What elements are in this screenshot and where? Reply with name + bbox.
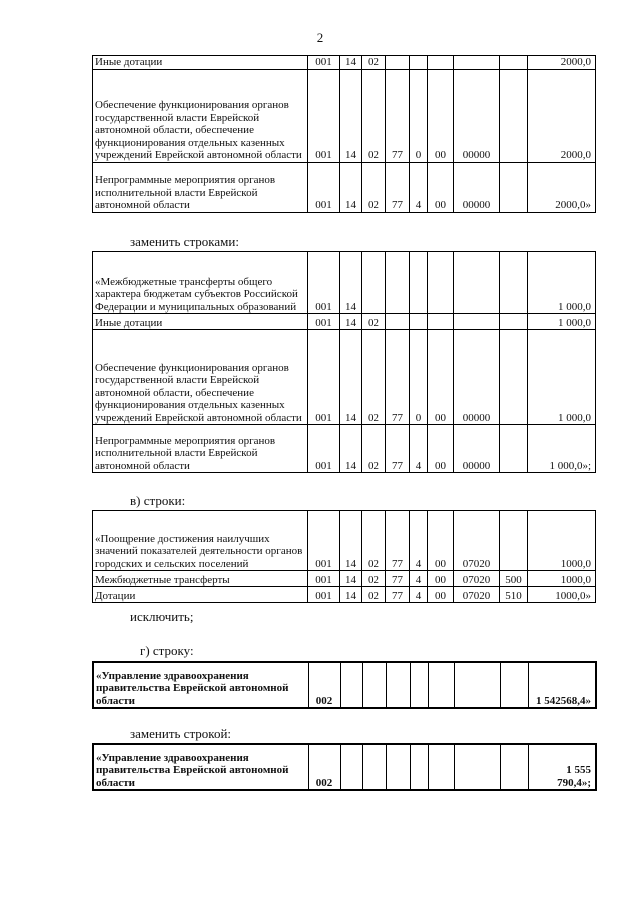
- code-cell: [410, 314, 428, 330]
- code-cell: 02: [362, 69, 386, 162]
- code-cell: 02: [362, 162, 386, 212]
- code-cell: [454, 744, 500, 790]
- code-cell: [428, 662, 454, 708]
- code-cell: [362, 744, 386, 790]
- code-cell: [386, 314, 410, 330]
- code-cell: 001: [308, 425, 340, 473]
- code-cell: 00: [428, 571, 454, 587]
- code-cell: 14: [340, 314, 362, 330]
- code-cell: 07020: [454, 587, 500, 603]
- row-name: Непрограммные мероприятия органов исполнительной власти Еврейской автономной области: [93, 425, 308, 473]
- table-row: [93, 162, 596, 212]
- code-cell: 77: [386, 571, 410, 587]
- code-cell: 02: [362, 425, 386, 473]
- code-cell: 02: [362, 587, 386, 603]
- code-cell: 510: [500, 587, 528, 603]
- code-cell: [386, 662, 410, 708]
- code-cell: [428, 252, 454, 314]
- code-cell: 00: [428, 511, 454, 571]
- amount-cell: 2000,0»: [528, 162, 596, 212]
- budget-table-excluded: [92, 510, 596, 603]
- code-cell: 001: [308, 314, 340, 330]
- code-cell: 001: [308, 511, 340, 571]
- code-cell: 001: [308, 587, 340, 603]
- code-cell: 00: [428, 425, 454, 473]
- code-cell: 14: [340, 56, 362, 70]
- code-cell: [500, 56, 528, 70]
- amount-cell: 1 000,0: [528, 314, 596, 330]
- code-cell: 00: [428, 162, 454, 212]
- row-name: «Управление здравоохранения правительства Еврейской автономной области: [93, 744, 308, 790]
- code-cell: 002: [308, 744, 340, 790]
- code-cell: 002: [308, 662, 340, 708]
- code-cell: 14: [340, 425, 362, 473]
- code-cell: [362, 252, 386, 314]
- row-name: Обеспечение функционирования органов государственной власти Еврейской автономной области, обеспечение функционирования отдельных казенных учреждений Еврейской автономной области: [93, 69, 308, 162]
- row-name: Межбюджетные трансферты: [93, 571, 308, 587]
- code-cell: 500: [500, 571, 528, 587]
- code-cell: [500, 744, 528, 790]
- table-row: [93, 252, 596, 314]
- table-row: [93, 744, 596, 790]
- code-cell: [386, 56, 410, 70]
- code-cell: 4: [410, 571, 428, 587]
- code-cell: [428, 314, 454, 330]
- table-row: [93, 314, 596, 330]
- code-cell: 77: [386, 330, 410, 425]
- amount-cell: 1 555 790,4»;: [528, 744, 596, 790]
- code-cell: 14: [340, 162, 362, 212]
- code-cell: 00000: [454, 162, 500, 212]
- amount-cell: 1 000,0»;: [528, 425, 596, 473]
- replace-row-label: заменить строкой:: [130, 726, 232, 741]
- code-cell: 001: [308, 330, 340, 425]
- table-row: [93, 571, 596, 587]
- code-cell: [410, 252, 428, 314]
- budget-table-original: [92, 55, 596, 213]
- code-cell: 00000: [454, 330, 500, 425]
- code-cell: 14: [340, 69, 362, 162]
- amount-cell: 2000,0: [528, 69, 596, 162]
- section-g-label: г) строку:: [140, 643, 194, 658]
- replace-rows-label: заменить строками:: [130, 234, 239, 249]
- code-cell: [454, 56, 500, 70]
- code-cell: 02: [362, 511, 386, 571]
- code-cell: 14: [340, 587, 362, 603]
- code-cell: 001: [308, 252, 340, 314]
- code-cell: 00: [428, 330, 454, 425]
- code-cell: [454, 252, 500, 314]
- code-cell: 00: [428, 587, 454, 603]
- table-row: [93, 511, 596, 571]
- code-cell: 4: [410, 511, 428, 571]
- code-cell: [340, 744, 362, 790]
- table-row: [93, 330, 596, 425]
- code-cell: 4: [410, 162, 428, 212]
- code-cell: 77: [386, 162, 410, 212]
- amount-cell: 1 000,0: [528, 330, 596, 425]
- table-row: [93, 587, 596, 603]
- exclude-label: исключить;: [130, 609, 194, 624]
- code-cell: [410, 56, 428, 70]
- section-v-label: в) строки:: [130, 493, 186, 508]
- code-cell: 4: [410, 587, 428, 603]
- row-name: Непрограммные мероприятия органов исполнительной власти Еврейской автономной области: [93, 162, 308, 212]
- row-name: «Поощрение достижения наилучших значений показателей деятельности органов городских и сельских поселений: [93, 511, 308, 571]
- table-row: [93, 425, 596, 473]
- code-cell: [500, 330, 528, 425]
- code-cell: 00000: [454, 69, 500, 162]
- code-cell: 001: [308, 69, 340, 162]
- code-cell: 4: [410, 425, 428, 473]
- page-number: 2: [316, 30, 324, 45]
- row-name: Дотации: [93, 587, 308, 603]
- code-cell: [410, 744, 428, 790]
- row-name: «Управление здравоохранения правительства Еврейской автономной области: [93, 662, 308, 708]
- code-cell: 07020: [454, 571, 500, 587]
- health-department-table-original: [92, 661, 597, 709]
- code-cell: 0: [410, 69, 428, 162]
- code-cell: 14: [340, 330, 362, 425]
- code-cell: [454, 662, 500, 708]
- code-cell: 02: [362, 571, 386, 587]
- code-cell: 001: [308, 571, 340, 587]
- code-cell: [500, 252, 528, 314]
- code-cell: [500, 511, 528, 571]
- health-department-table-replacement: [92, 743, 597, 791]
- code-cell: 001: [308, 56, 340, 70]
- code-cell: [386, 744, 410, 790]
- code-cell: 0: [410, 330, 428, 425]
- code-cell: 77: [386, 587, 410, 603]
- table-row: [93, 56, 596, 70]
- code-cell: 02: [362, 56, 386, 70]
- code-cell: 02: [362, 314, 386, 330]
- code-cell: 77: [386, 511, 410, 571]
- code-cell: 001: [308, 162, 340, 212]
- code-cell: 02: [362, 330, 386, 425]
- amount-cell: 1 542568,4»: [528, 662, 596, 708]
- code-cell: [428, 56, 454, 70]
- amount-cell: 2000,0: [528, 56, 596, 70]
- code-cell: 14: [340, 252, 362, 314]
- amount-cell: 1 000,0: [528, 252, 596, 314]
- code-cell: 00: [428, 69, 454, 162]
- table-row: [93, 69, 596, 162]
- code-cell: [362, 662, 386, 708]
- table-row: [93, 662, 596, 708]
- code-cell: [454, 314, 500, 330]
- code-cell: 77: [386, 69, 410, 162]
- code-cell: 07020: [454, 511, 500, 571]
- code-cell: [500, 425, 528, 473]
- amount-cell: 1000,0: [528, 511, 596, 571]
- code-cell: [410, 662, 428, 708]
- row-name: «Межбюджетные трансферты общего характера бюджетам субъектов Российской Федерации и муниципальных образований: [93, 252, 308, 314]
- code-cell: 77: [386, 425, 410, 473]
- row-name: Обеспечение функционирования органов государственной власти Еврейской автономной области, обеспечение функционирования отдельных казенных учреждений Еврейской автономной области: [93, 330, 308, 425]
- code-cell: [340, 662, 362, 708]
- code-cell: [500, 69, 528, 162]
- amount-cell: 1000,0»: [528, 587, 596, 603]
- code-cell: [386, 252, 410, 314]
- code-cell: [500, 314, 528, 330]
- amount-cell: 1000,0: [528, 571, 596, 587]
- code-cell: [500, 662, 528, 708]
- code-cell: 00000: [454, 425, 500, 473]
- code-cell: [428, 744, 454, 790]
- row-name: Иные дотации: [93, 314, 308, 330]
- budget-table-replacement: [92, 251, 596, 473]
- row-name: Иные дотации: [93, 56, 308, 70]
- code-cell: [500, 162, 528, 212]
- code-cell: 14: [340, 511, 362, 571]
- code-cell: 14: [340, 571, 362, 587]
